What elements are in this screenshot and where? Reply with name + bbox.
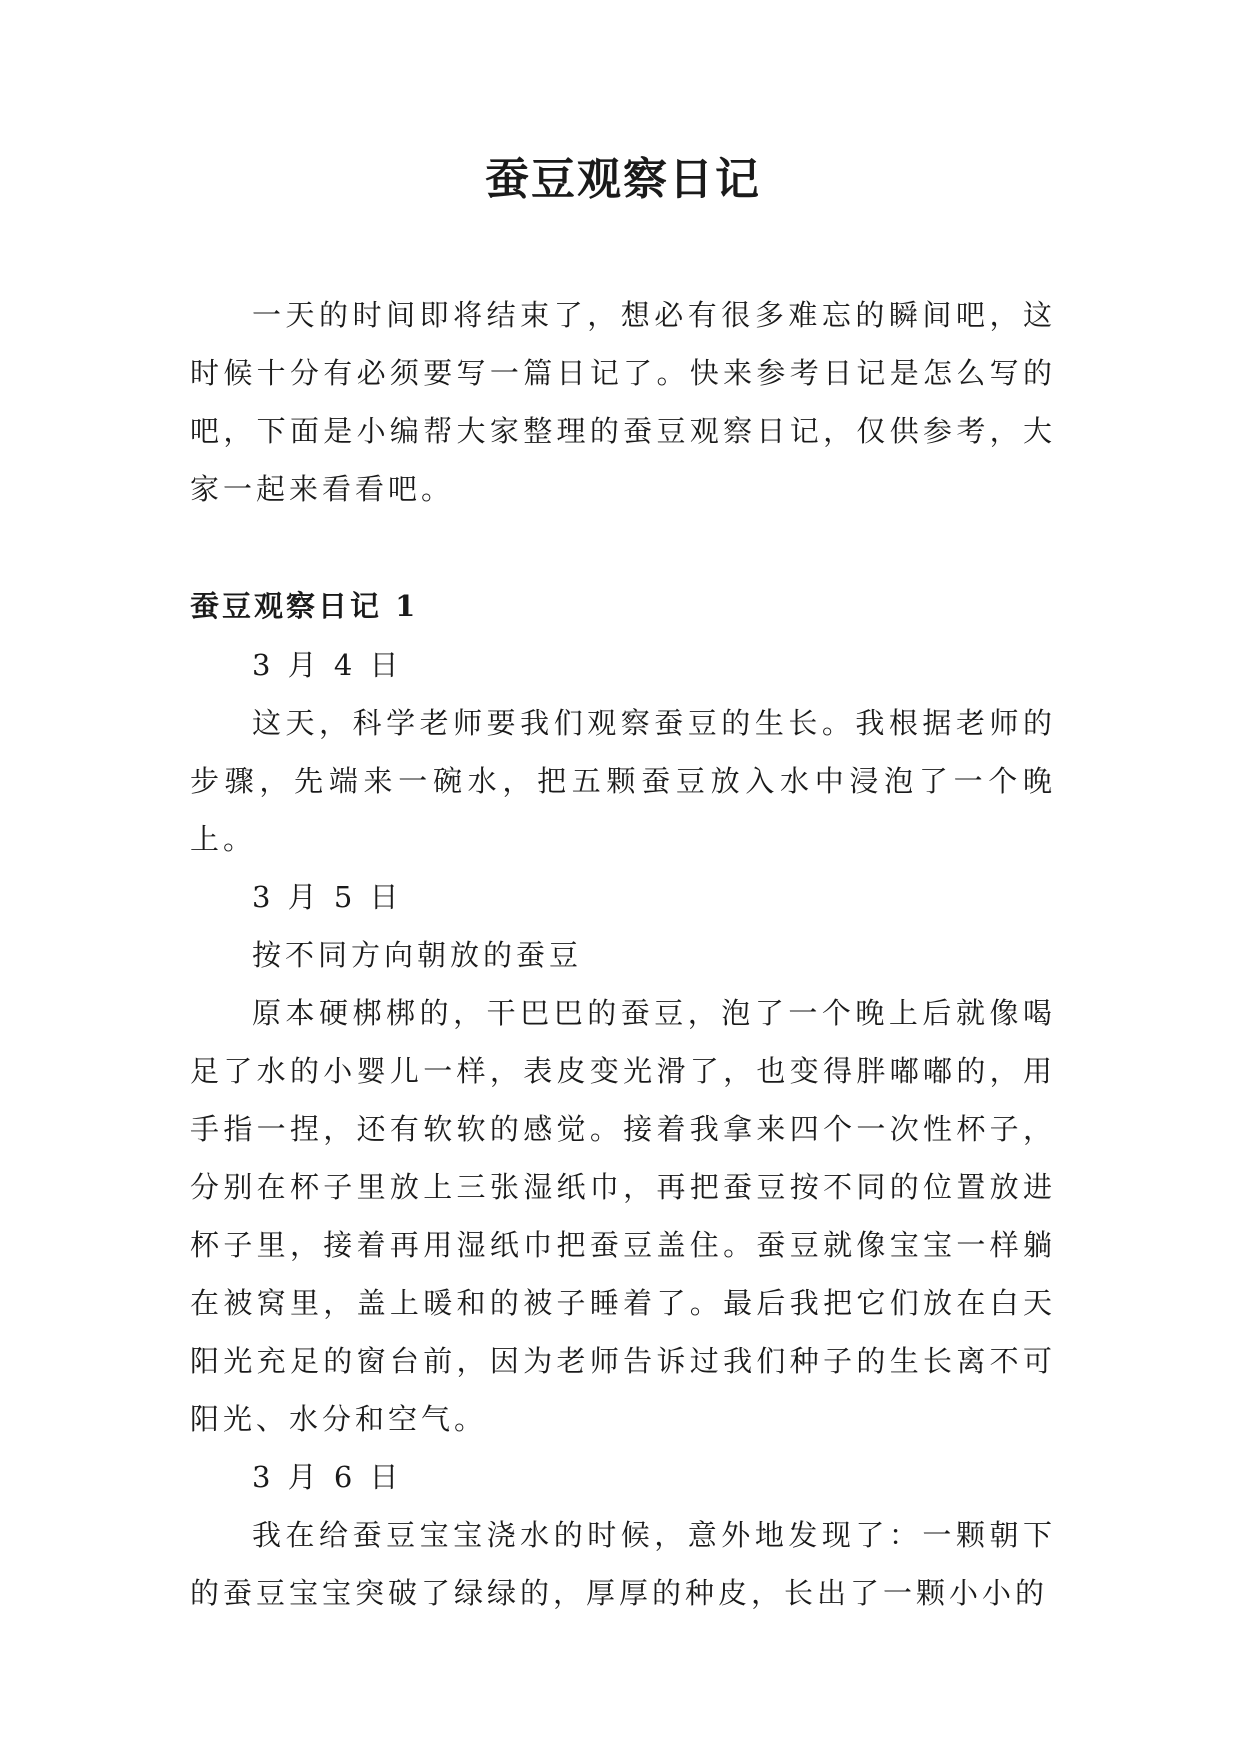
- diary-caption: 按不同方向朝放的蚕豆: [252, 938, 583, 972]
- intro-paragraph: 一天的时间即将结束了，想必有很多难忘的瞬间吧，这时候十分有必须要写一篇日记了。快来参考日记是怎么写的吧，下面是小编帮大家整理的蚕豆观察日记，仅供参考，大家一起来看看吧。: [190, 298, 1056, 506]
- diary-paragraph: 原本硬梆梆的，干巴巴的蚕豆，泡了一个晚上后就像喝足了水的小婴儿一样，表皮变光滑了，也变得胖嘟嘟的，用手指一捏，还有软软的感觉。接着我拿来四个一次性杯子，分别在杯子里放上三张湿纸巾，再把蚕豆按不同的位置放进杯子里，接着再用湿纸巾把蚕豆盖住。蚕豆就像宝宝一样躺在被窝里，盖上暖和的被子睡着了。最后我把它们放在白天阳光充足的窗台前，因为老师告诉过我们种子的生长离不可阳光、水分和空气。: [190, 996, 1056, 1436]
- diary-date: 3 月 4 日: [252, 648, 403, 682]
- diary-paragraph: 这天，科学老师要我们观察蚕豆的生长。我根据老师的步骤，先端来一碗水，把五颗蚕豆放入水中浸泡了一个晚上。: [190, 706, 1056, 856]
- diary-date: 3 月 6 日: [252, 1460, 403, 1494]
- document-title: 蚕豆观察日记: [485, 154, 761, 205]
- diary-paragraph: 我在给蚕豆宝宝浇水的时候，意外地发现了：一颗朝下的蚕豆宝宝突破了绿绿的，厚厚的种皮，长出了一颗小小的: [190, 1518, 1056, 1610]
- diary-date: 3 月 5 日: [252, 880, 403, 914]
- section-heading: 蚕豆观察日记 1: [190, 589, 419, 623]
- section-body: [190, 636, 1056, 1622]
